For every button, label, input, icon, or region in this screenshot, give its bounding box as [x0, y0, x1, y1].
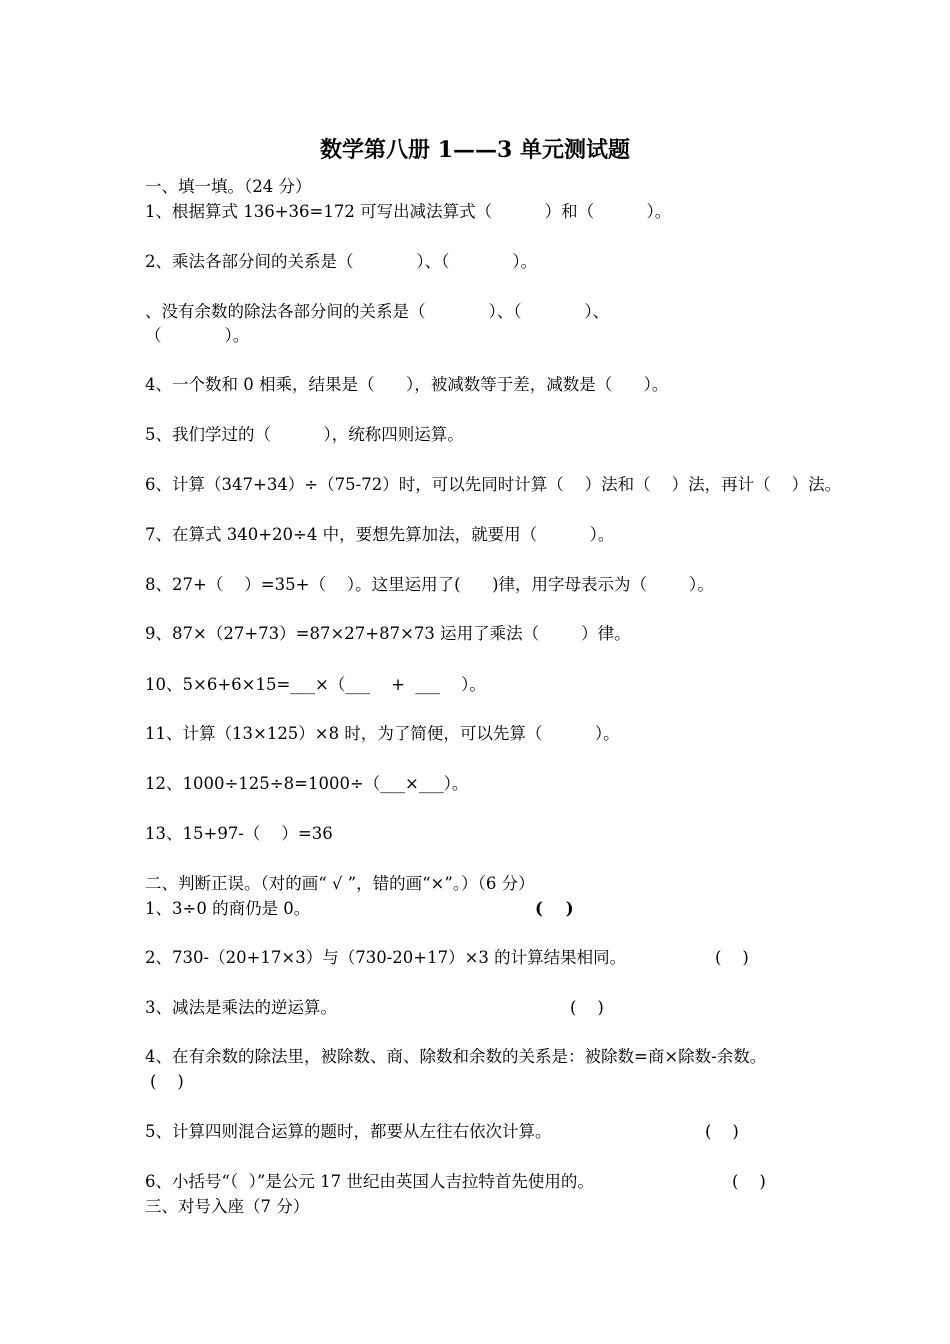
question-11: 11、计算（13×125）×8 时，为了简便，可以先算（ ）。: [145, 724, 620, 743]
question-13: 13、15+97-（ ）=36: [145, 824, 333, 843]
question-12: 12、1000÷125÷8=1000÷（___×___）。: [145, 774, 469, 793]
judge-2-answer: ( ): [715, 948, 749, 967]
judge-2: 2、730-（20+17×3）与（730-20+17）×3 的计算结果相同。: [145, 948, 627, 967]
judge-5-answer: ( ): [705, 1122, 739, 1141]
section2-heading: 二、判断正误。（对的画“ √ ”，错的画“×”。）（6 分）: [145, 874, 535, 893]
page-title: 数学第八册 1——3 单元测试题: [320, 137, 630, 163]
section3-heading: 三、对号入座（7 分）: [145, 1197, 310, 1216]
judge-1-answer: ( ): [535, 899, 574, 918]
question-1: 1、根据算式 136+36=172 可写出减法算式（ ）和（ ）。: [145, 202, 672, 221]
section1-heading: 一、填一填。（24 分）: [145, 177, 312, 196]
question-3-line1: 、没有余数的除法各部分间的关系是（ ）、（ ）、: [145, 302, 610, 321]
question-2: 2、乘法各部分间的关系是（ ）、（ ）。: [145, 252, 538, 271]
question-9: 9、87×（27+73）=87×27+87×73 运用了乘法（ ）律。: [145, 624, 631, 643]
question-3-line2: （ ）。: [145, 326, 250, 345]
judge-3-answer: ( ): [570, 998, 604, 1017]
question-10: 10、5×6+6×15=___×（___ + ___ ）。: [145, 675, 486, 694]
judge-5: 5、计算四则混合运算的题时，都要从左往右依次计算。: [145, 1122, 552, 1141]
judge-4: 4、在有余数的除法里，被除数、商、除数和余数的关系是：被除数=商×除数-余数。: [145, 1047, 767, 1066]
judge-3: 3、减法是乘法的逆运算。: [145, 998, 337, 1017]
judge-6: 6、小括号“（ ）”是公元 17 世纪由英国人吉拉特首先使用的。: [145, 1172, 594, 1191]
judge-6-answer: ( ): [732, 1172, 766, 1191]
question-7: 7、在算式 340+20÷4 中，要想先算加法，就要用（ ）。: [145, 525, 615, 544]
judge-4-answer: ( ): [150, 1072, 184, 1091]
question-8: 8、27+（ ）=35+（ ）。这里运用了( )律，用字母表示为（ ）。: [145, 575, 714, 594]
question-5: 5、我们学过的（ ），统称四则运算。: [145, 425, 464, 444]
judge-1: 1、3÷0 的商仍是 0。: [145, 899, 311, 918]
question-6: 6、计算（347+34）÷（75-72）时，可以先同时计算（ ）法和（ ）法，再计（ ）法。: [145, 475, 842, 494]
question-4: 4、一个数和 0 相乘，结果是（ ），被减数等于差，减数是（ ）。: [145, 375, 669, 394]
